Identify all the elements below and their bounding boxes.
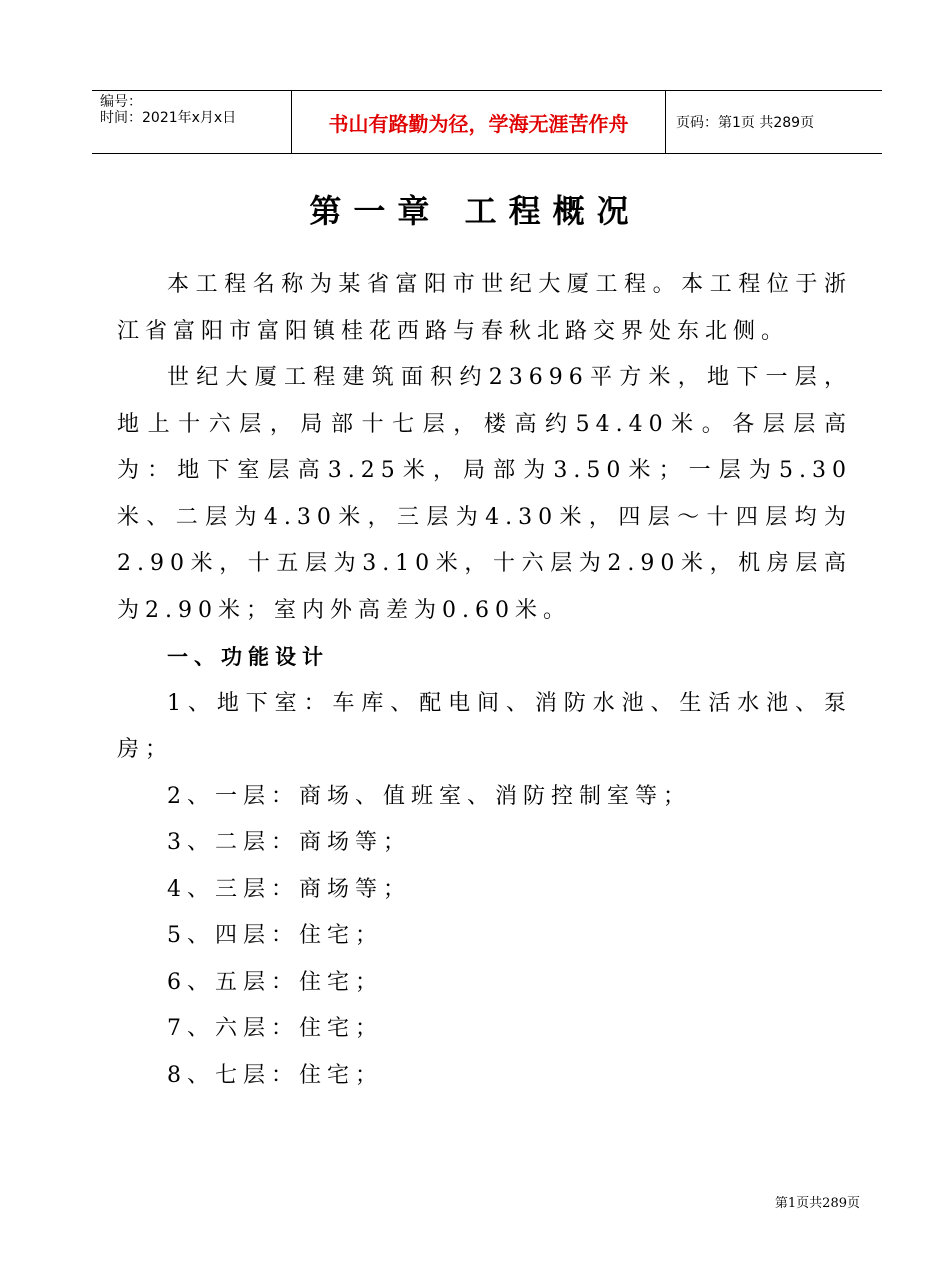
list-item: 4、三层：商场等； xyxy=(167,876,411,902)
header-meta xyxy=(92,91,292,153)
list-item: 7、六层：住宅； xyxy=(167,1016,383,1041)
header-page-info: 页码：第1页 共289页 xyxy=(676,115,815,131)
paragraph: 世纪大厦工程建筑面积约23696平方米，地下一层，地上十六层，局部十七层，楼高约54.40米。各层层高为：地下室层高3.25米，局部为3.50米；一层为5.30米、二层为4.30米，三层为4.30米，四层～十四层均为2.90米，十五层为3.10米，十六层为2.90米，机房层高为2.90米；室内外高差为0.60米。 xyxy=(117,365,852,623)
document-header xyxy=(92,90,882,154)
list-item: 3、二层：商场等； xyxy=(167,830,411,855)
document-body xyxy=(117,262,852,1099)
time-label: 时间：2021年x月x日 xyxy=(100,110,237,126)
list-item: 2、一层：商场、值班室、消防控制室等； xyxy=(167,783,691,809)
paragraph: 本工程名称为某省富阳市世纪大厦工程。本工程位于浙江省富阳市富阳镇桂花西路与春秋北路交界处东北侧。 xyxy=(117,272,852,344)
list-item: 1、地下室：车库、配电间、消防水池、生活水池、泵房； xyxy=(117,690,852,762)
chapter-title: 第一章 工程概况 xyxy=(309,192,641,230)
page-footer: 第1页共289页 xyxy=(774,1196,860,1211)
header-motto: 书山有路勤为径，学海无涯苦作舟 xyxy=(292,91,666,153)
list-item: 6、五层：住宅； xyxy=(167,969,383,995)
section-heading: 一、功能设计 xyxy=(167,645,329,669)
number-label: 编号： xyxy=(100,94,142,110)
list-item: 5、四层：住宅； xyxy=(167,923,383,948)
list-item: 8、七层：住宅； xyxy=(167,1062,383,1088)
